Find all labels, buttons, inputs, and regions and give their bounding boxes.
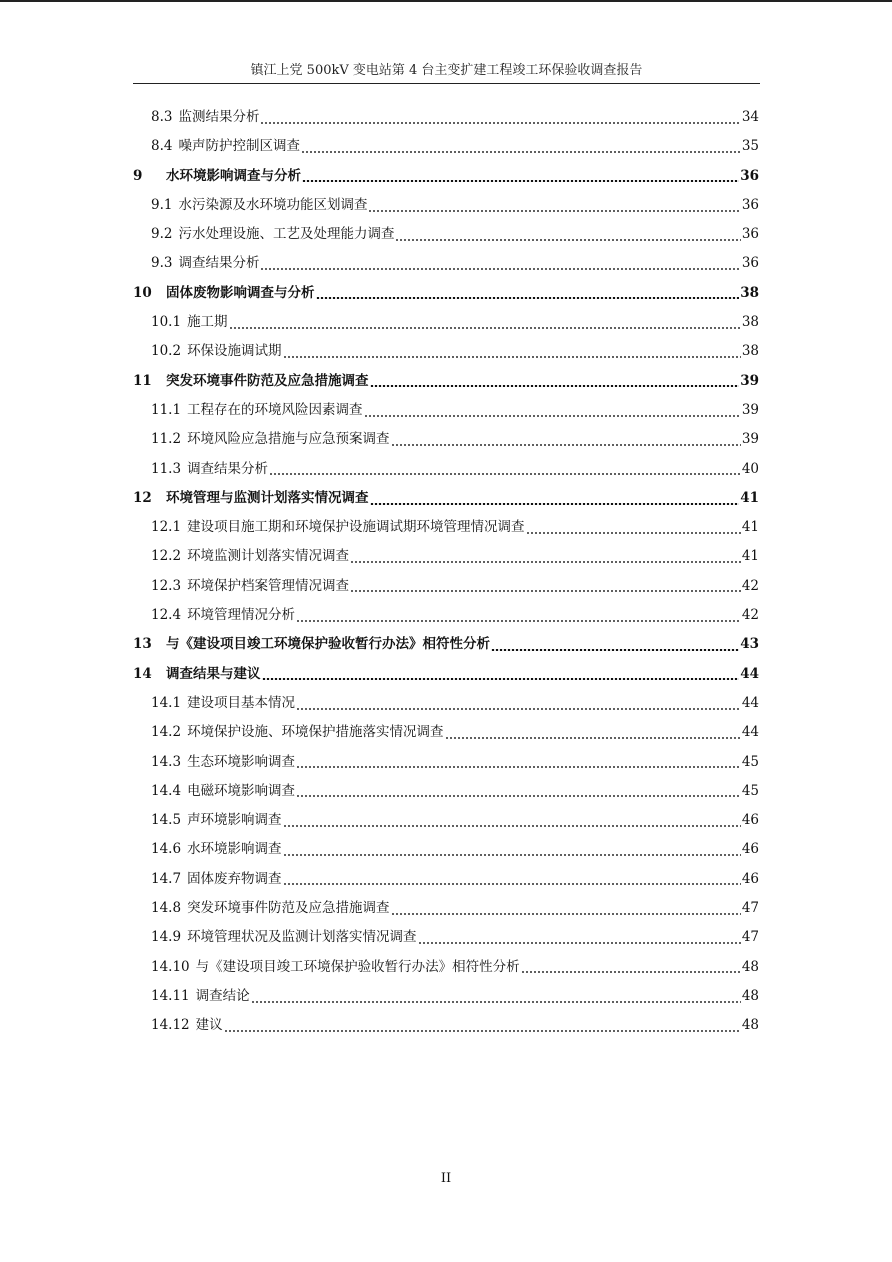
toc-entry-title: 噪声防护控制区调查 (178, 138, 300, 155)
toc-entry-number: 8.4 (151, 138, 173, 155)
toc-chapter-entry[interactable] (133, 660, 759, 689)
toc-entry-title: 环境保护档案管理情况调查 (187, 577, 350, 594)
toc-entry-page: 44 (741, 724, 759, 741)
toc-entry-title: 水污染源及水环境功能区划调查 (178, 196, 368, 213)
toc-entry-title: 水环境影响调查 (187, 841, 282, 858)
toc-chapter-entry[interactable] (133, 279, 759, 308)
toc-section-entry[interactable] (133, 894, 759, 923)
toc-chapter-entry[interactable] (133, 367, 759, 396)
toc-entry-number: 9.3 (151, 255, 173, 272)
toc-entry-title: 固体废物影响调查与分析 (166, 284, 315, 301)
toc-entry-page: 41 (741, 548, 759, 565)
toc-entry-title: 与《建设项目竣工环境保护验收暂行办法》相符性分析 (166, 636, 490, 653)
toc-dot-leader (491, 649, 739, 651)
top-border-line (0, 0, 892, 2)
toc-entry-page: 42 (741, 577, 759, 594)
toc-dot-leader (368, 210, 740, 212)
toc-section-entry[interactable] (133, 923, 759, 952)
toc-dot-leader (526, 532, 741, 534)
toc-entry-title: 环保设施调试期 (187, 343, 282, 360)
toc-entry-number: 11.3 (151, 460, 182, 477)
toc-dot-leader (269, 473, 741, 475)
toc-entry-page: 35 (741, 138, 759, 155)
toc-section-entry[interactable] (133, 601, 759, 630)
toc-entry-title: 调查结果分析 (187, 460, 269, 477)
toc-entry-number: 14.4 (151, 782, 182, 799)
toc-dot-leader (418, 942, 741, 944)
toc-dot-leader (521, 971, 741, 973)
header-divider (133, 83, 760, 84)
toc-dot-leader (229, 327, 741, 329)
toc-section-entry[interactable] (133, 572, 759, 601)
toc-entry-title: 建设项目基本情况 (187, 694, 296, 711)
toc-entry-page: 39 (741, 401, 759, 418)
toc-entry-number: 14.7 (151, 870, 182, 887)
toc-dot-leader (395, 239, 740, 241)
toc-entry-page: 45 (741, 753, 759, 770)
toc-dot-leader (350, 561, 741, 563)
toc-entry-page: 46 (741, 812, 759, 829)
toc-entry-number: 14.8 (151, 900, 182, 917)
toc-section-entry[interactable] (133, 748, 759, 777)
toc-entry-title: 监测结果分析 (178, 109, 260, 125)
toc-entry-page: 44 (741, 694, 759, 711)
toc-entry-title: 环境管理状况及监测计划落实情况调查 (187, 929, 417, 946)
toc-section-entry[interactable] (133, 777, 759, 806)
toc-dot-leader (301, 151, 741, 153)
toc-section-entry[interactable] (133, 718, 759, 747)
toc-entry-page: 48 (741, 1017, 759, 1034)
toc-entry-title: 建设项目施工期和环境保护设施调试期环境管理情况调查 (187, 519, 525, 536)
toc-entry-number: 12.3 (151, 577, 182, 594)
toc-entry-title: 调查结果与建议 (166, 665, 261, 682)
toc-entry-page: 41 (740, 489, 759, 506)
toc-dot-leader (316, 297, 740, 299)
toc-entry-number: 9.2 (151, 226, 173, 243)
toc-dot-leader (370, 503, 740, 505)
toc-chapter-entry[interactable] (133, 162, 759, 191)
toc-section-entry[interactable] (133, 953, 759, 982)
toc-entry-page: 47 (741, 900, 759, 917)
toc-entry-page: 46 (741, 870, 759, 887)
toc-dot-leader (445, 737, 741, 739)
toc-entry-page: 38 (740, 284, 759, 301)
toc-entry-page: 38 (741, 343, 759, 360)
toc-entry-number: 14.9 (151, 929, 182, 946)
toc-dot-leader (391, 444, 741, 446)
toc-section-entry[interactable] (133, 132, 759, 161)
toc-section-entry[interactable] (133, 1011, 759, 1040)
toc-entry-number: 14.12 (151, 1017, 190, 1034)
toc-dot-leader (260, 268, 740, 270)
toc-entry-page: 44 (740, 665, 759, 682)
toc-entry-page: 40 (741, 460, 759, 477)
toc-entry-title: 环境风险应急措施与应急预案调查 (187, 431, 390, 448)
toc-entry-number: 14 (133, 665, 152, 682)
toc-entry-page: 41 (741, 519, 759, 536)
toc-entry-page: 36 (740, 167, 759, 184)
toc-dot-leader (302, 180, 739, 182)
toc-entry-title: 建议 (195, 1017, 223, 1034)
toc-entry-page: 48 (741, 987, 759, 1004)
toc-section-entry[interactable] (133, 337, 759, 366)
toc-entry-number: 11.1 (151, 401, 182, 418)
toc-entry-title: 环境监测计划落实情况调查 (187, 548, 350, 565)
toc-entry-title: 声环境影响调查 (187, 812, 282, 829)
page-number: II (440, 1171, 452, 1186)
toc-entry-page: 46 (741, 841, 759, 858)
toc-entry-page: 48 (741, 958, 759, 975)
toc-entry-page: 36 (741, 226, 759, 243)
toc-entry-number: 12.2 (151, 548, 182, 565)
toc-entry-title: 水环境影响调查与分析 (166, 167, 301, 184)
toc-entry-page: 43 (740, 636, 759, 653)
toc-dot-leader (296, 708, 741, 710)
toc-entry-title: 电磁环境影响调查 (187, 782, 296, 799)
toc-entry-number: 10.2 (151, 343, 182, 360)
toc-entry-title: 环境保护设施、环境保护措施落实情况调查 (187, 724, 444, 741)
toc-entry-number: 11.2 (151, 431, 182, 448)
toc-entry-title: 环境管理情况分析 (187, 607, 296, 624)
toc-entry-number: 12.1 (151, 519, 182, 536)
toc-section-entry[interactable] (133, 220, 759, 249)
toc-chapter-entry[interactable] (133, 630, 759, 659)
toc-entry-title: 调查结果分析 (178, 255, 260, 272)
toc-entry-number: 9 (133, 167, 143, 184)
toc-section-entry[interactable] (133, 396, 759, 425)
toc-dot-leader (364, 415, 741, 417)
toc-entry-page: 34 (741, 109, 759, 125)
toc-entry-number: 13 (133, 636, 152, 653)
toc-entry-page: 38 (741, 314, 759, 331)
toc-entry-page: 45 (741, 782, 759, 799)
toc-section-entry[interactable] (133, 191, 759, 220)
toc-entry-number: 14.1 (151, 694, 182, 711)
toc-section-entry[interactable] (133, 865, 759, 894)
toc-entry-page: 47 (741, 929, 759, 946)
toc-entry-number: 10 (133, 284, 152, 301)
toc-dot-leader (251, 1001, 741, 1003)
toc-dot-leader (283, 356, 741, 358)
toc-entry-number: 12.4 (151, 607, 182, 624)
toc-entry-title: 生态环境影响调查 (187, 753, 296, 770)
toc-section-entry[interactable] (133, 835, 759, 864)
toc-section-entry[interactable] (133, 249, 759, 278)
toc-section-entry[interactable] (133, 542, 759, 571)
toc-entry-page: 42 (741, 607, 759, 624)
toc-entry-number: 12 (133, 489, 152, 506)
toc-section-entry[interactable] (133, 308, 759, 337)
toc-entry-number: 8.3 (151, 109, 173, 125)
toc-entry-number: 10.1 (151, 314, 182, 331)
toc-section-entry[interactable] (133, 455, 759, 484)
toc-section-entry[interactable] (133, 689, 759, 718)
toc-entry-title: 环境管理与监测计划落实情况调查 (166, 489, 369, 506)
toc-dot-leader (296, 795, 741, 797)
toc-section-entry[interactable] (133, 806, 759, 835)
toc-dot-leader (224, 1030, 741, 1032)
toc-dot-leader (370, 385, 740, 387)
toc-dot-leader (262, 678, 740, 680)
toc-entry-title: 固体废弃物调查 (187, 870, 282, 887)
toc-entry-number: 11 (133, 372, 152, 389)
toc-entry-title: 与《建设项目竣工环境保护验收暂行办法》相符性分析 (195, 958, 520, 975)
toc-dot-leader (283, 825, 741, 827)
toc-entry-number: 14.5 (151, 812, 182, 829)
toc-entry-number: 14.11 (151, 987, 190, 1004)
toc-entry-number: 14.6 (151, 841, 182, 858)
toc-entry-title: 调查结论 (195, 987, 250, 1004)
toc-entry-number: 9.1 (151, 196, 173, 213)
toc-entry-title: 突发环境事件防范及应急措施调查 (187, 900, 390, 917)
toc-dot-leader (391, 913, 741, 915)
toc-dot-leader (283, 854, 741, 856)
toc-dot-leader (260, 122, 740, 124)
toc-entry-number: 14.10 (151, 958, 190, 975)
toc-entry-page: 39 (740, 372, 759, 389)
toc-section-entry[interactable] (133, 103, 759, 132)
toc-dot-leader (350, 590, 741, 592)
toc-entry-title: 污水处理设施、工艺及处理能力调查 (178, 226, 395, 243)
toc-entry-page: 36 (741, 255, 759, 272)
toc-chapter-entry[interactable] (133, 484, 759, 513)
toc-entry-number: 14.3 (151, 753, 182, 770)
toc-section-entry[interactable] (133, 982, 759, 1011)
toc-entry-title: 工程存在的环境风险因素调查 (187, 401, 363, 418)
toc-dot-leader (283, 883, 741, 885)
toc-entry-title: 突发环境事件防范及应急措施调查 (166, 372, 369, 389)
page-header-title: 镇江上党 500kV 变电站第 4 台主变扩建工程竣工环保验收调查报告 (250, 63, 643, 78)
toc-entry-title: 施工期 (187, 314, 228, 331)
toc-section-entry[interactable] (133, 425, 759, 454)
toc-entry-number: 14.2 (151, 724, 182, 741)
toc-section-entry[interactable] (133, 513, 759, 542)
toc-entry-page: 36 (741, 196, 759, 213)
toc-entry-page: 39 (741, 431, 759, 448)
table-of-contents (133, 103, 759, 1041)
toc-dot-leader (296, 766, 741, 768)
toc-dot-leader (296, 620, 741, 622)
